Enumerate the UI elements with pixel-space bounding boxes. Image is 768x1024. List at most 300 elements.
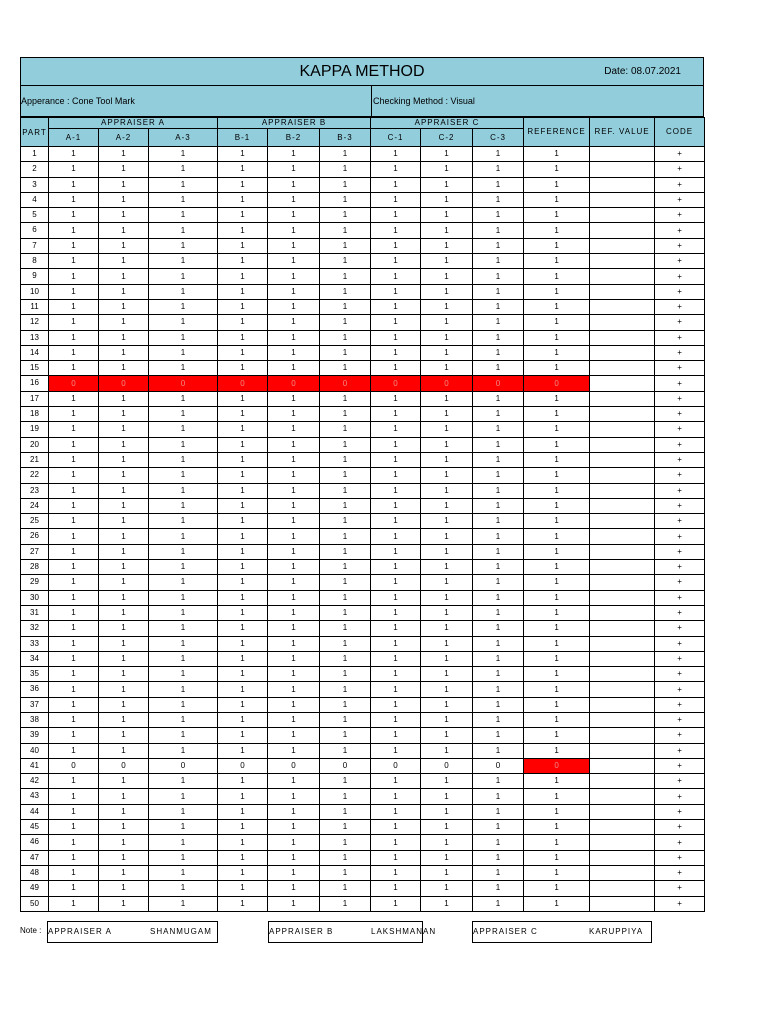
part-cell: 35 [21,667,49,682]
score-cell: 1 [320,361,371,376]
part-cell: 3 [21,177,49,192]
score-cell: 1 [218,514,268,529]
score-cell: 1 [371,544,421,559]
ref-value-cell [590,422,655,437]
trial-header: C-2 [421,129,473,147]
score-cell: 1 [268,514,320,529]
score-cell: 1 [473,575,524,590]
reference-cell: 1 [524,544,590,559]
score-cell: 0 [320,758,371,773]
code-header: CODE [655,118,705,147]
table-row [21,422,705,437]
code-cell: + [655,865,705,880]
score-cell: 1 [218,437,268,452]
reference-cell: 1 [524,712,590,727]
score-cell: 1 [49,238,99,253]
score-cell: 1 [421,896,473,911]
part-cell: 18 [21,407,49,422]
score-cell: 1 [99,223,149,238]
score-cell: 1 [320,223,371,238]
code-cell: + [655,789,705,804]
score-cell: 1 [421,269,473,284]
score-cell: 1 [49,605,99,620]
reference-cell: 1 [524,238,590,253]
score-cell: 1 [149,621,218,636]
table-row [21,529,705,544]
score-cell: 1 [218,621,268,636]
score-cell: 1 [473,452,524,467]
score-cell: 1 [149,590,218,605]
score-cell: 1 [149,789,218,804]
score-cell: 1 [421,177,473,192]
score-cell: 1 [473,208,524,223]
score-cell: 1 [99,177,149,192]
reference-cell: 1 [524,605,590,620]
score-cell: 1 [268,529,320,544]
appraiser-c-note [472,921,652,943]
score-cell: 1 [421,820,473,835]
score-cell: 0 [473,758,524,773]
part-cell: 11 [21,299,49,314]
score-cell: 1 [371,590,421,605]
reference-cell: 1 [524,529,590,544]
score-cell: 1 [473,636,524,651]
score-cell: 1 [268,881,320,896]
reference-cell: 1 [524,820,590,835]
score-cell: 1 [473,483,524,498]
score-cell: 1 [473,865,524,880]
score-cell: 1 [371,835,421,850]
score-cell: 1 [99,820,149,835]
score-cell: 1 [99,452,149,467]
score-cell: 1 [320,682,371,697]
score-cell: 1 [421,544,473,559]
score-cell: 0 [371,376,421,391]
score-cell: 1 [473,820,524,835]
score-cell: 1 [268,162,320,177]
reference-cell: 1 [524,422,590,437]
table-row [21,682,705,697]
reference-cell: 1 [524,636,590,651]
code-cell: + [655,575,705,590]
score-cell: 1 [218,452,268,467]
note-role: APPRAISER B [269,926,334,936]
score-cell: 1 [421,789,473,804]
ref-value-cell [590,391,655,406]
trial-header: A-2 [99,129,149,147]
reference-cell: 1 [524,804,590,819]
score-cell: 1 [421,560,473,575]
ref-value-cell [590,605,655,620]
trial-header: A-1 [49,129,99,147]
score-cell: 1 [371,865,421,880]
score-cell: 1 [218,712,268,727]
score-cell: 1 [49,621,99,636]
trial-header: B-3 [320,129,371,147]
score-cell: 1 [149,407,218,422]
score-cell: 0 [218,758,268,773]
score-cell: 1 [320,544,371,559]
score-cell: 1 [149,162,218,177]
score-cell: 1 [149,483,218,498]
score-cell: 1 [473,697,524,712]
ref-value-header: REF. VALUE [590,118,655,147]
score-cell: 1 [473,391,524,406]
score-cell: 1 [49,697,99,712]
part-cell: 47 [21,850,49,865]
score-cell: 0 [473,376,524,391]
score-cell: 1 [218,682,268,697]
score-cell: 1 [473,514,524,529]
score-cell: 1 [218,284,268,299]
score-cell: 1 [268,789,320,804]
score-cell: 1 [268,452,320,467]
score-cell: 1 [421,361,473,376]
score-cell: 1 [149,345,218,360]
score-cell: 1 [421,575,473,590]
table-row [21,437,705,452]
score-cell: 1 [49,789,99,804]
score-cell: 1 [473,162,524,177]
score-cell: 0 [371,758,421,773]
score-cell: 1 [149,422,218,437]
ref-value-cell [590,330,655,345]
score-cell: 1 [99,835,149,850]
code-cell: + [655,376,705,391]
score-cell: 1 [149,238,218,253]
score-cell: 1 [320,514,371,529]
score-cell: 1 [268,544,320,559]
score-cell: 1 [371,651,421,666]
score-cell: 1 [371,437,421,452]
score-cell: 1 [49,514,99,529]
score-cell: 1 [149,544,218,559]
score-cell: 1 [421,147,473,162]
part-cell: 1 [21,147,49,162]
reference-cell: 1 [524,361,590,376]
ref-value-cell [590,269,655,284]
score-cell: 1 [473,238,524,253]
score-cell: 1 [49,850,99,865]
score-cell: 1 [320,269,371,284]
score-cell: 1 [371,223,421,238]
score-cell: 1 [49,575,99,590]
table-row [21,820,705,835]
table-row [21,452,705,467]
code-cell: + [655,682,705,697]
score-cell: 1 [473,177,524,192]
part-cell: 2 [21,162,49,177]
score-cell: 1 [49,437,99,452]
part-cell: 23 [21,483,49,498]
score-cell: 1 [49,361,99,376]
score-cell: 1 [320,789,371,804]
score-cell: 1 [218,560,268,575]
score-cell: 1 [320,208,371,223]
score-cell: 1 [218,162,268,177]
reference-cell: 1 [524,330,590,345]
appraiser-b-header: APPRAISER B [218,118,371,129]
score-cell: 1 [49,422,99,437]
score-cell: 1 [371,407,421,422]
score-cell: 1 [149,682,218,697]
score-cell: 1 [421,682,473,697]
score-cell: 1 [149,835,218,850]
part-cell: 41 [21,758,49,773]
table-row [21,712,705,727]
score-cell: 1 [99,728,149,743]
code-cell: + [655,636,705,651]
score-cell: 1 [421,315,473,330]
score-cell: 1 [149,514,218,529]
score-cell: 1 [99,590,149,605]
score-cell: 1 [268,330,320,345]
score-cell: 1 [320,605,371,620]
reference-cell: 1 [524,560,590,575]
score-cell: 0 [421,376,473,391]
score-cell: 1 [149,896,218,911]
score-cell: 1 [421,667,473,682]
score-cell: 1 [149,636,218,651]
score-cell: 1 [268,774,320,789]
score-cell: 1 [99,330,149,345]
score-cell: 1 [149,284,218,299]
score-cell: 1 [49,544,99,559]
score-cell: 1 [268,284,320,299]
score-cell: 1 [421,483,473,498]
score-cell: 1 [268,575,320,590]
score-cell: 1 [268,850,320,865]
score-cell: 1 [99,407,149,422]
score-cell: 1 [149,468,218,483]
reference-header: REFERENCE [524,118,590,147]
score-cell: 1 [371,850,421,865]
score-cell: 1 [49,162,99,177]
table-row [21,361,705,376]
score-cell: 1 [371,361,421,376]
score-cell: 1 [149,651,218,666]
part-cell: 28 [21,560,49,575]
score-cell: 1 [473,667,524,682]
code-cell: + [655,697,705,712]
code-cell: + [655,529,705,544]
score-cell: 1 [320,299,371,314]
code-cell: + [655,162,705,177]
score-cell: 1 [421,254,473,269]
score-cell: 1 [49,651,99,666]
score-cell: 1 [268,621,320,636]
score-cell: 1 [371,667,421,682]
score-cell: 1 [320,192,371,207]
appraiser-b-note [268,921,437,943]
part-cell: 49 [21,881,49,896]
score-cell: 1 [99,498,149,513]
score-cell: 1 [421,437,473,452]
score-cell: 1 [218,345,268,360]
score-cell: 1 [149,804,218,819]
table-row [21,881,705,896]
score-cell: 1 [371,697,421,712]
reference-cell: 0 [524,376,590,391]
part-cell: 12 [21,315,49,330]
score-cell: 1 [99,254,149,269]
score-cell: 1 [49,896,99,911]
score-cell: 1 [268,590,320,605]
table-row [21,192,705,207]
score-cell: 1 [320,621,371,636]
score-cell: 1 [149,223,218,238]
score-cell: 1 [99,315,149,330]
score-cell: 1 [320,452,371,467]
table-row [21,330,705,345]
score-cell: 1 [371,192,421,207]
score-cell: 1 [371,498,421,513]
table-row [21,177,705,192]
code-cell: + [655,544,705,559]
score-cell: 1 [49,667,99,682]
ref-value-cell [590,223,655,238]
score-cell: 1 [49,682,99,697]
reference-cell: 1 [524,774,590,789]
score-cell: 1 [320,820,371,835]
reference-cell: 1 [524,407,590,422]
ref-value-cell [590,361,655,376]
reference-cell: 1 [524,697,590,712]
code-cell: + [655,498,705,513]
score-cell: 1 [320,865,371,880]
score-cell: 1 [371,896,421,911]
table-row [21,376,705,391]
ref-value-cell [590,468,655,483]
score-cell: 1 [320,712,371,727]
reference-cell: 1 [524,835,590,850]
table-row [21,835,705,850]
trial-header: B-1 [218,129,268,147]
part-cell: 26 [21,529,49,544]
score-cell: 1 [473,361,524,376]
score-cell: 1 [99,483,149,498]
score-cell: 1 [320,162,371,177]
score-cell: 1 [218,850,268,865]
score-cell: 1 [320,881,371,896]
score-cell: 1 [421,223,473,238]
score-cell: 1 [320,330,371,345]
ref-value-cell [590,712,655,727]
part-cell: 20 [21,437,49,452]
score-cell: 1 [218,881,268,896]
part-cell: 17 [21,391,49,406]
score-cell: 1 [473,743,524,758]
score-cell: 1 [371,789,421,804]
note-name: KARUPPIYA [589,926,644,936]
score-cell: 1 [473,468,524,483]
score-cell: 1 [149,330,218,345]
part-cell: 44 [21,804,49,819]
ref-value-cell [590,758,655,773]
score-cell: 1 [421,299,473,314]
score-cell: 1 [218,468,268,483]
reference-cell: 1 [524,498,590,513]
score-cell: 1 [473,605,524,620]
score-cell: 1 [320,651,371,666]
score-cell: 1 [320,774,371,789]
score-cell: 0 [268,376,320,391]
score-cell: 0 [218,376,268,391]
reference-cell: 1 [524,254,590,269]
score-cell: 1 [421,865,473,880]
score-cell: 1 [320,437,371,452]
score-cell: 1 [473,789,524,804]
code-cell: + [655,147,705,162]
score-cell: 1 [421,345,473,360]
score-cell: 1 [268,223,320,238]
score-cell: 1 [49,192,99,207]
code-cell: + [655,269,705,284]
ref-value-cell [590,437,655,452]
score-cell: 1 [421,636,473,651]
score-cell: 0 [49,758,99,773]
score-cell: 1 [371,391,421,406]
score-cell: 1 [218,743,268,758]
score-cell: 1 [473,804,524,819]
reference-cell: 1 [524,881,590,896]
ref-value-cell [590,238,655,253]
kappa-table [20,117,705,912]
score-cell: 1 [473,560,524,575]
score-cell: 1 [99,896,149,911]
table-row [21,483,705,498]
score-cell: 1 [473,728,524,743]
score-cell: 1 [99,636,149,651]
table-row [21,498,705,513]
score-cell: 1 [99,789,149,804]
code-cell: + [655,345,705,360]
table-row [21,651,705,666]
sheet-date: Date: 08.07.2021 [604,66,681,77]
score-cell: 1 [149,881,218,896]
score-cell: 1 [320,177,371,192]
reference-cell: 1 [524,682,590,697]
appraiser-a-header: APPRAISER A [49,118,218,129]
score-cell: 1 [268,208,320,223]
score-cell: 1 [99,651,149,666]
ref-value-cell [590,728,655,743]
reference-cell: 1 [524,269,590,284]
score-cell: 1 [149,820,218,835]
score-cell: 1 [421,238,473,253]
score-cell: 1 [371,299,421,314]
ref-value-cell [590,192,655,207]
table-row [21,804,705,819]
score-cell: 1 [421,192,473,207]
ref-value-cell [590,498,655,513]
code-cell: + [655,728,705,743]
score-cell: 1 [218,498,268,513]
part-cell: 30 [21,590,49,605]
score-cell: 1 [218,605,268,620]
score-cell: 1 [49,391,99,406]
code-cell: + [655,177,705,192]
score-cell: 1 [320,697,371,712]
ref-value-cell [590,743,655,758]
code-cell: + [655,896,705,911]
score-cell: 1 [99,712,149,727]
score-cell: 1 [99,361,149,376]
score-cell: 1 [218,299,268,314]
kappa-sheet [20,57,704,948]
score-cell: 1 [320,483,371,498]
score-cell: 1 [218,529,268,544]
